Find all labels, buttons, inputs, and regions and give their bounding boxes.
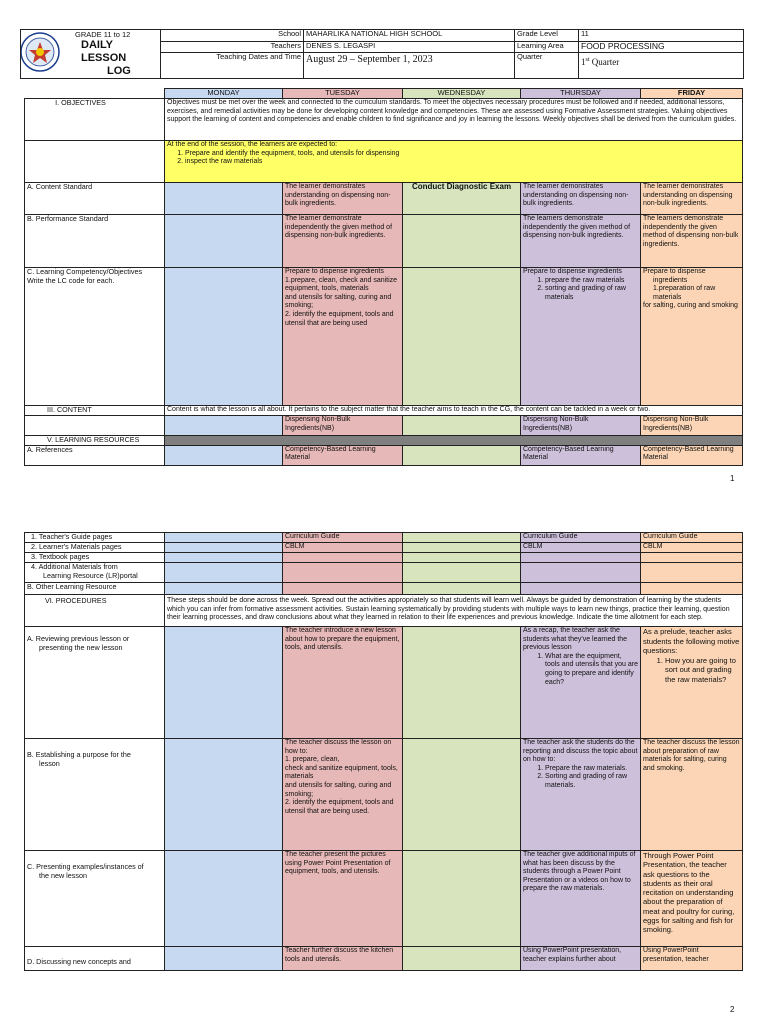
teachers-value: DENES S. LEGASPI <box>304 41 515 53</box>
additional-materials-label <box>25 563 165 583</box>
procedure-d-tue: Teacher further discuss the kitchen tools and utensils. <box>283 947 403 971</box>
learning-competency-fri <box>641 268 743 406</box>
lc-tue-line: 1.prepare, clean, check and sanitize equipment, tools, materials <box>285 276 398 293</box>
grade-level-label: Grade Level <box>515 30 579 42</box>
lc-thu-title: Prepare to dispense ingredients <box>523 268 622 275</box>
proc-a-fri-intro: As a prelude, teacher asks students the following motive questions: <box>643 627 740 655</box>
procedure-a-thu <box>521 627 641 739</box>
quarter-word: Quarter <box>589 57 620 68</box>
performance-standard-thu: The learners demonstrate independently the given method of dispensing non-bulk ingredients. <box>521 215 641 268</box>
proc-b-line2: lesson <box>39 758 60 768</box>
proc-b-tue-line: 2. identify the equipment, tools and utensil that are being used. <box>285 799 394 815</box>
procedure-b-tue <box>283 739 403 851</box>
references-fri: Competency-Based Learning Material <box>641 445 743 465</box>
page-number: 1 <box>730 474 735 483</box>
proc-c-line1: C. Presenting examples/instances of <box>27 862 144 871</box>
content-label: III. CONTENT <box>25 406 165 416</box>
content-fri: Dispensing Non-Bulk Ingredients(NB) <box>641 416 743 436</box>
references-tue: Competency-Based Learning Material <box>283 445 403 465</box>
procedure-c-label <box>25 851 165 947</box>
content-tue: Dispensing Non-Bulk Ingredients(NB) <box>283 416 403 436</box>
procedure-d-label: D. Discussing new concepts and <box>25 947 165 971</box>
lc-fri-line: ingredients <box>653 276 688 284</box>
page-number: 2 <box>730 1005 735 1014</box>
lc-fri-title: Prepare to dispense <box>643 268 706 275</box>
teachers-guide-thu: Curriculum Guide <box>521 533 641 543</box>
day-header-wednesday: WEDNESDAY <box>403 89 521 99</box>
performance-standard-label: B. Performance Standard <box>25 215 165 268</box>
quarter-label: Quarter <box>515 53 579 79</box>
school-label: School <box>161 30 304 42</box>
procedure-c-fri: Through Power Point Presentation, the teacher ask questions to the students as their oral recitation on understanding about the preparation of meat and poultry for curing, eggs for salting and fish for smoking. <box>641 851 743 947</box>
learners-materials-thu: CBLM <box>521 543 641 553</box>
doc-title-line2: LOG <box>107 65 131 77</box>
procedure-a-tue: The teacher introduce a new lesson about how to prepare the equipment, tools, and utensils. <box>283 627 403 739</box>
learning-area-value: FOOD PROCESSING <box>579 41 744 53</box>
proc-b-tue-line: and utensils for salting, curing and smoking; <box>285 781 392 798</box>
lc-tue-line: and utensils for salting, curing and smoking; <box>285 293 392 310</box>
am-label-line2: Learning Resource (LR)portal <box>43 570 138 580</box>
textbook-pages-label: 3. Textbook pages <box>25 553 165 563</box>
day-header-friday: FRIDAY <box>641 89 743 99</box>
procedures-label: VI. PROCEDURES <box>25 595 165 627</box>
content-standard-label: A. Content Standard <box>25 183 165 215</box>
doc-title-line1: DAILY LESSON <box>81 39 127 64</box>
day-header-tuesday: TUESDAY <box>283 89 403 99</box>
proc-a-fri-item: 1. How you are going to sort out and grading the raw materials? <box>665 656 740 685</box>
content-standard-tue: The learner demonstrates understanding on dispensing non-bulk ingredients. <box>283 183 403 215</box>
lc-thu-item: 1. prepare the raw materials <box>545 277 638 286</box>
grade-level-value: 11 <box>579 30 744 42</box>
learning-competency-tue <box>283 268 403 406</box>
grade-range: GRADE 11 to 12 <box>75 30 131 39</box>
performance-standard-tue: The learner demonstrate independently the given method of dispensing non-bulk ingredients. <box>283 215 403 268</box>
proc-b-tue-line: 1. prepare, clean, <box>285 756 340 764</box>
lc-fri-line: for salting, curing and smoking <box>643 302 738 310</box>
lc-tue-line: 2. identify the equipment, tools and utensil that are being used <box>285 310 394 327</box>
proc-b-tue-line: The teacher discuss the lesson on how to: <box>285 739 392 755</box>
learners-materials-label: 2. Learner's Materials pages <box>25 543 165 553</box>
proc-b-thu-item: 1. Prepare the raw materials. <box>545 765 638 774</box>
objectives-label: I. OBJECTIVES <box>25 99 165 141</box>
header-table <box>20 29 744 79</box>
objectives-text: Objectives must be met over the week and connected to the curriculum standards. To meet the objectives necessary procedures must be followed and if needed, additional lessons, exercises, and remedial activities may be done for developing content knowledge and competencies. These are assessed using Formative Assessment strategies. Valuing objectives support the learning of content and competencies and enable children to find significance and joy in learning the lessons. Weekly objectives shall be derived from the curriculum guides. <box>165 99 743 141</box>
proc-a-thu-intro: As a recap, the teacher ask the students what they've learned the previous lesson <box>523 627 628 652</box>
procedure-a-fri <box>641 627 743 739</box>
learning-competency-thu <box>521 268 641 406</box>
dates-value: August 29 – September 1, 2023 <box>304 53 515 79</box>
references-label: A. References <box>25 445 165 465</box>
proc-b-line1: B. Establishing a purpose for the <box>27 750 131 759</box>
learning-area-label: Learning Area <box>515 41 579 53</box>
proc-b-thu-intro: The teacher ask the students do the reporting and discuss the topic about on how to: <box>523 739 638 764</box>
session-intro: At the end of the session, the learners are expected to: <box>167 141 338 148</box>
teachers-guide-tue: Curriculum Guide <box>283 533 403 543</box>
proc-b-thu-item: 2. Sorting and grading of raw materials. <box>545 773 638 790</box>
session-item: 2. inspect the raw materials <box>185 158 740 167</box>
procedures-text: These steps should be done across the week. Spread out the activities appropriately so that students will learn well. Always be guided by demonstration of learning by the students which you can infer from formative assessment activities. Sustain learning systematically by providing students with multiple ways to learn new things, practice their learning, question their learning processes, and draw conclusions about what they learned in relation to their life experiences and previous knowledge. Indicate the time allotment for each step. <box>165 595 743 627</box>
teachers-guide-fri: Curriculum Guide <box>641 533 743 543</box>
dates-label: Teaching Dates and Time <box>161 53 304 79</box>
teachers-guide-label: 1. Teacher's Guide pages <box>25 533 165 543</box>
procedure-d-fri: Using PowerPoint presentation, teacher <box>641 947 743 971</box>
procedure-c-tue: The teacher present the pictures using Power Point Presentation of equipment, tools, and utensils. <box>283 851 403 947</box>
lc-thu-item: 2. sorting and grading of raw materials <box>545 285 638 302</box>
procedure-a-label <box>25 627 165 739</box>
proc-a-line1: A. Reviewing previous lesson or <box>27 634 130 643</box>
procedure-d-thu: Using PowerPoint presentation, teacher explains further about <box>521 947 641 971</box>
procedure-c-thu: The teacher give additional inputs of what has been discuss by the students through a Power Point Presentation or a videos on how to prepare the raw materials. <box>521 851 641 947</box>
content-thu: Dispensing Non-Bulk Ingredients(NB) <box>521 416 641 436</box>
references-thu: Competency-Based Learning Material <box>521 445 641 465</box>
quarter-number: 1 <box>581 57 586 68</box>
page2-lesson-table <box>24 532 743 971</box>
quarter-value <box>579 53 744 79</box>
content-standard-thu: The learner demonstrates understanding on dispensing non-bulk ingredients. <box>521 183 641 215</box>
content-standard-fri: The learner demonstrates understanding on dispensing non-bulk ingredients. <box>641 183 743 215</box>
day-header-thursday: THURSDAY <box>521 89 641 99</box>
content-standard-wed: Conduct Diagnostic Exam <box>403 183 521 215</box>
lc-tue-title: Prepare to dispense ingredients <box>285 268 384 275</box>
proc-b-tue-line: check and sanitize equipment, tools, materials <box>285 764 398 781</box>
lc-label-line2: Write the LC code for each. <box>27 275 115 285</box>
teachers-label: Teachers <box>161 41 304 53</box>
session-objectives <box>165 141 743 183</box>
proc-a-thu-item: 1. What are the equipment, tools and utensils that you are going to prepare and identify each? <box>545 653 638 687</box>
procedure-b-fri: The teacher discuss the lesson about preparation of raw materials for salting, curing and smoking. <box>641 739 743 851</box>
lc-fri-line: 1.preparation of raw materials <box>653 285 716 301</box>
session-item: 1. Prepare and identify the equipment, tools, and utensils for dispensing <box>185 150 740 159</box>
learning-competency-label <box>25 268 165 406</box>
am-label-line1: 4. Additional Materials from <box>31 562 118 571</box>
performance-standard-fri: The learners demonstrate independently the given method of dispensing non-bulk ingredients. <box>641 215 743 268</box>
procedure-b-label <box>25 739 165 851</box>
learners-materials-fri: CBLM <box>641 543 743 553</box>
proc-c-line2: the new lesson <box>39 870 87 880</box>
learning-resources-label: V. LEARNING RESOURCES <box>25 436 165 446</box>
content-text: Content is what the lesson is all about. It pertains to the subject matter that the teacher aims to teach in the CG, the content can be tackled in a week or two. <box>165 406 743 416</box>
day-header-monday: MONDAY <box>165 89 283 99</box>
lc-label-line1: C. Learning Competency/Objectives <box>27 267 143 276</box>
proc-a-line2: presenting the new lesson <box>39 642 123 652</box>
learners-materials-tue: CBLM <box>283 543 403 553</box>
page1-lesson-table <box>24 88 743 466</box>
quarter-suffix: st <box>585 57 590 64</box>
other-resources-label: B. Other Learning Resource <box>25 583 165 595</box>
school-value: MAHARLIKA NATIONAL HIGH SCHOOL <box>304 30 515 42</box>
procedure-b-thu <box>521 739 641 851</box>
